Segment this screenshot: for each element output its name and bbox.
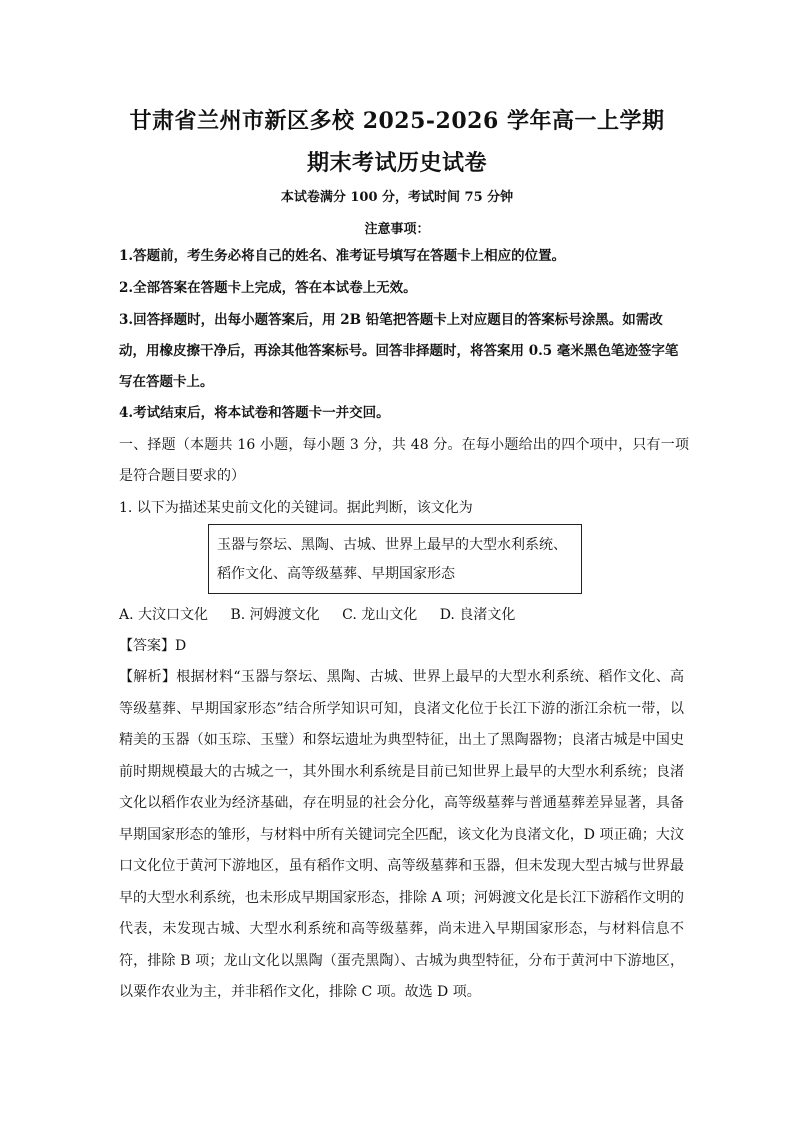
option-c: C. 龙山文化 (342, 607, 418, 623)
note-item: 4.考试结束后，将本试卷和答题卡一并交回。 (119, 405, 390, 421)
option-b: B. 河姆渡文化 (230, 607, 320, 623)
note-item: 3.回答择题时，出每小题答案后，用 2B 铅笔把答题卡上对应题目的答案标号涂黑。如需改动，用橡皮擦干净后，再涂其他答案标号。回答非择题时，将答案用 0.5 毫米黑色笔迹签字笔写在答题卡上。 (119, 312, 679, 390)
option-d: D. 良渚文化 (439, 607, 516, 623)
material-box (208, 524, 582, 594)
exam-title-line1: 甘肃省兰州市新区多校 2025-2026 学年高一上学期 (129, 108, 665, 134)
notes-heading: 注意事项： (364, 222, 430, 237)
note-item: 1.答题前，考生务必将自己的姓名、准考证号填写在答题卡上相应的位置。 (119, 248, 566, 264)
analysis-paragraph: 【解析】根据材料“玉器与祭坛、黑陶、古城、世界上最早的大型水利系统、稻作文化、高等级墓葬、早期国家形态”结合所学知识可知，良渚文化位于长江下游的浙江余杭一带，以精美的玉器（如玉琮、玉璧）和祭坛遗址为典型特征，出土了黑陶器物；良渚古城是中国史前时期规模最大的古城之一，其外围水利系统是目前已知世界上最早的大型水利系统；良渚文化以稻作农业为经济基础，存在明显的社会分化，高等级墓葬与普通墓葬差异显著，具备早期国家形态的雏形，与材料中所有关键词完全匹配，该文化为良渚文化，D 项正确；大汶口文化位于黄河下游地区，虽有稻作文明、高等级墓葬和玉器，但未发现大型古城与世界最早的大型水利系统，也未形成早期国家形态，排除 A 项；河姆渡文化是长江下游稻作文明的代表，未发现古城、大型水利系统和高等级墓葬，尚未进入早期国家形态，与材料信息不符，排除 B 项；龙山文化以黑陶（蛋壳黑陶）、古城为典型特征，分布于黄河中下游地区，以粟作农业为主，并非稻作文化，排除 C 项。故选 D 项。 (119, 669, 685, 1000)
material-text: 玉器与祭坛、黑陶、古城、世界上最早的大型水利系统、稻作文化、高等级墓葬、早期国家形态 (217, 537, 567, 582)
options-row (119, 600, 533, 631)
exam-info: 本试卷满分 100 分，考试时间 75 分钟 (280, 190, 514, 205)
answer-line: 【答案】D (119, 638, 187, 654)
exam-title-line2: 期末考试历史试卷 (306, 150, 487, 176)
question-stem: 1. 以下为描述某史前文化的关键词。据此判断，该文化为 (119, 500, 473, 516)
note-item: 2.全部答案在答题卡上完成，答在本试卷上无效。 (119, 280, 417, 296)
option-a: A. 大汶口文化 (119, 607, 209, 623)
section-heading: 一、择题（本题共 16 小题，每小题 3 分，共 48 分。在每小题给出的四个项中，只有一项是符合题目要求的） (119, 437, 689, 484)
